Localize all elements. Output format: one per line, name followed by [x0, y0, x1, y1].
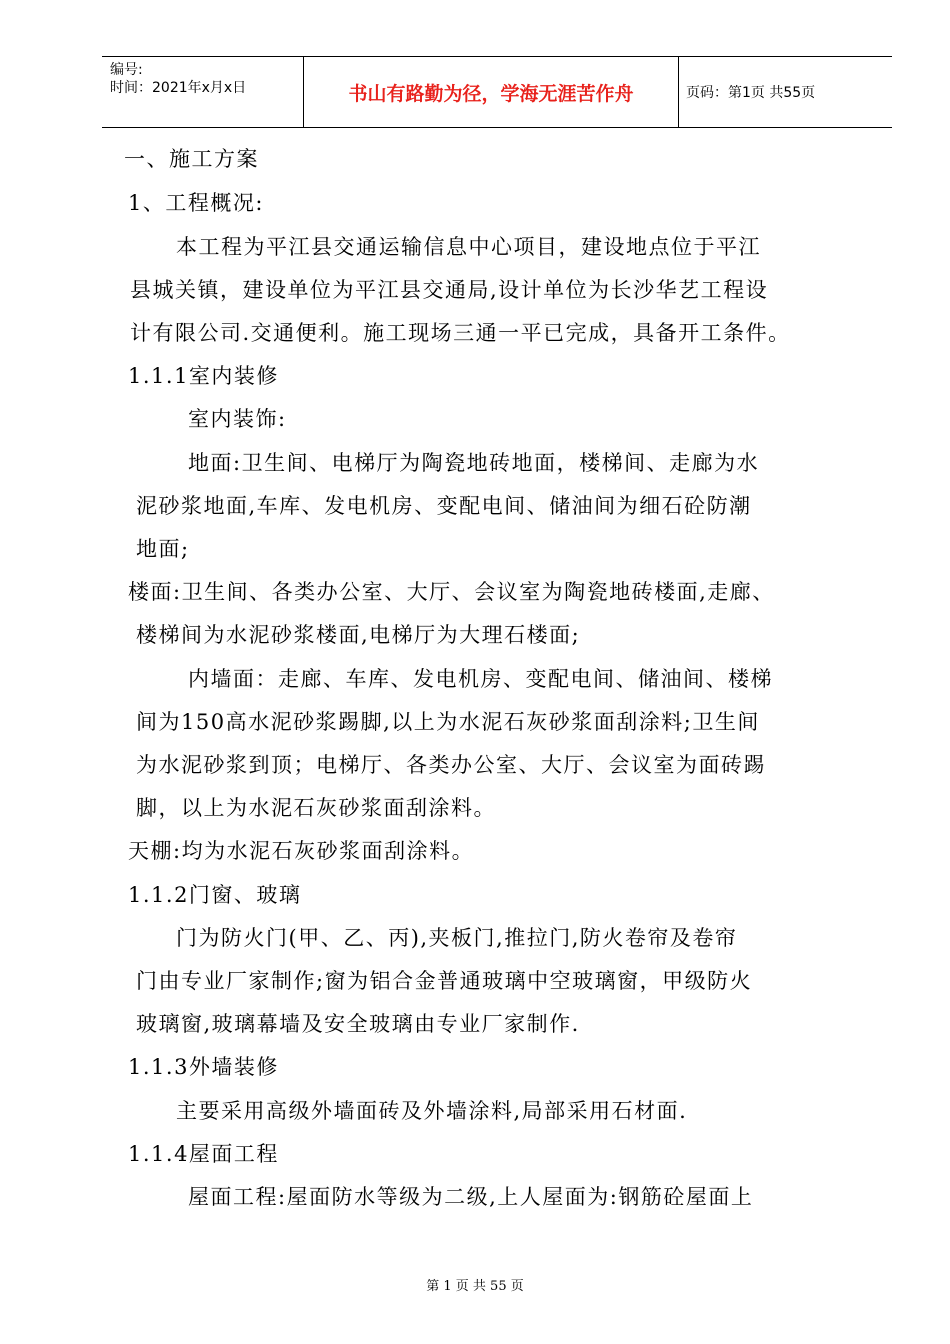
- header-meta: [110, 61, 246, 97]
- header-divider: [678, 57, 679, 127]
- paragraph-line: 屋面工程:屋面防水等级为二级,上人屋面为:钢筋砼屋面上: [188, 1185, 754, 1209]
- page-footer: 第 1 页 共 55 页: [426, 1279, 524, 1294]
- section-heading: 一、施工方案: [124, 147, 259, 171]
- paragraph-line: 室内装饰:: [188, 407, 287, 431]
- paragraph-line: 主要采用高级外墙面砖及外墙涂料,局部采用石材面.: [176, 1099, 688, 1123]
- paragraph-line: 地面:卫生间、电梯厅为陶瓷地砖地面，楼梯间、走廊为水: [188, 451, 760, 475]
- time-label: 时间：2021年x月x日: [110, 80, 247, 96]
- subsection-heading: 1.1.2门窗、玻璃: [128, 883, 302, 907]
- paragraph-line: 门由专业厂家制作;窗为铝合金普通玻璃中空玻璃窗，甲级防火: [136, 969, 753, 993]
- paragraph-line: 脚，以上为水泥石灰砂浆面刮涂料。: [136, 796, 496, 820]
- paragraph-line: 门为防火门(甲、乙、丙),夹板门,推拉门,防火卷帘及卷帘: [176, 926, 738, 950]
- subsection-heading: 1.1.3外墙装修: [128, 1055, 279, 1079]
- header-motto: 书山有路勤为径，学海无涯苦作舟: [348, 82, 634, 105]
- paragraph-line: 玻璃窗,玻璃幕墙及安全玻璃由专业厂家制作.: [136, 1012, 580, 1036]
- paragraph-line: 楼面:卫生间、各类办公室、大厅、会议室为陶瓷地砖楼面,走廊、: [128, 580, 775, 604]
- paragraph-line: 间为150高水泥砂浆踢脚,以上为水泥石灰砂浆面刮涂料;卫生间: [136, 710, 760, 734]
- paragraph-line: 地面;: [136, 537, 190, 561]
- paragraph-line: 本工程为平江县交通运输信息中心项目，建设地点位于平江: [176, 235, 761, 259]
- subsection-heading: 1.1.4屋面工程: [128, 1142, 279, 1166]
- paragraph-line: 计有限公司.交通便利。施工现场三通一平已完成，具备开工条件。: [130, 321, 791, 345]
- subsection-heading: 1.1.1室内装修: [128, 364, 279, 388]
- paragraph-line: 天棚:均为水泥石灰砂浆面刮涂料。: [128, 839, 475, 863]
- paragraph-line: 泥砂浆地面,车库、发电机房、变配电间、储油间为细石砼防潮: [136, 494, 752, 518]
- subsection-heading: 1、工程概况:: [128, 191, 264, 215]
- paragraph-line: 县城关镇，建设单位为平江县交通局,设计单位为长沙华艺工程设: [130, 278, 769, 302]
- header-page-info: 页码：第1页 共55页: [686, 85, 816, 101]
- paragraph-line: 楼梯间为水泥砂浆楼面,电梯厅为大理石楼面;: [136, 623, 581, 647]
- paragraph-line: 内墙面：走廊、车库、发电机房、变配电间、储油间、楼梯: [188, 667, 773, 691]
- document-header: [102, 56, 892, 128]
- number-label: 编号:: [110, 62, 143, 78]
- paragraph-line: 为水泥砂浆到顶；电梯厅、各类办公室、大厅、会议室为面砖踢: [136, 753, 766, 777]
